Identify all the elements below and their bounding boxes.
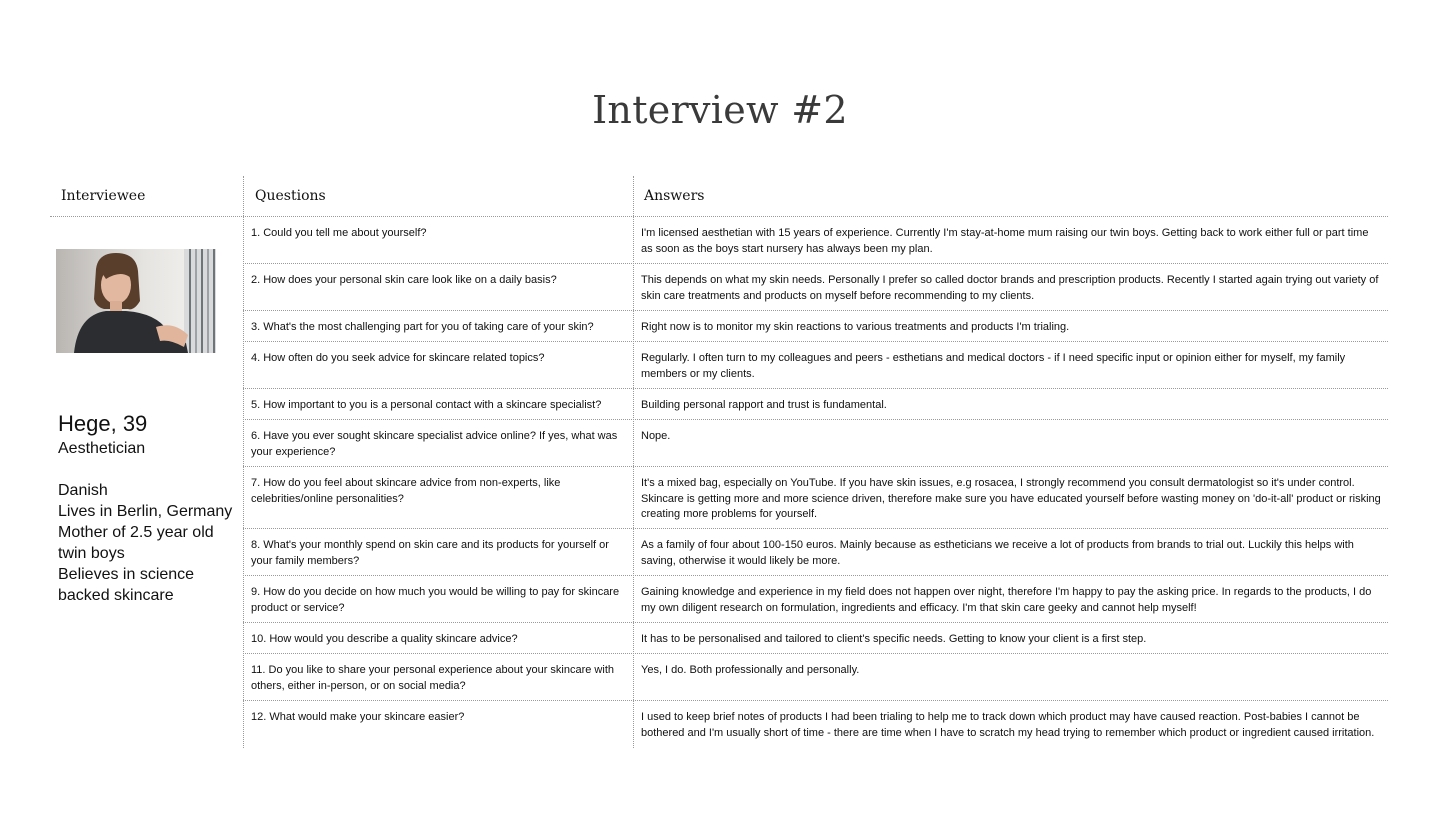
answer-text: As a family of four about 100-150 euros. Mainly because as estheticians we receive a lot of products from brands to trial out. Luckily this helps with saving, otherwise it would likely be more. [641,539,1354,567]
interviewee-photo [56,249,216,353]
table-row [243,217,1388,264]
answer-text: Regularly. I often turn to my colleagues and peers - esthetians and medical doctors - if I need specific input or opinion either for myself, my family members or my clients. [641,352,1346,380]
table-row [243,264,1388,311]
question-text: 6. Have you ever sought skincare specialist advice online? If yes, what was your experience? [251,430,618,458]
table-row [243,701,1388,748]
table-row [243,420,1388,467]
trait-item: Believes in science backed skincare [58,566,195,604]
table-row [243,654,1388,701]
answer-text: This depends on what my skin needs. Personally I prefer so called doctor brands and prescription products. Recently I started again trying out variety of skin care treatments and products on myself before recommending to my clients. [641,274,1379,302]
table-row [243,342,1388,389]
table-row [243,311,1388,342]
question-text: 5. How important to you is a personal contact with a skincare specialist? [251,399,602,411]
answer-text: I used to keep brief notes of products I had been trialing to help me to track down which product may have caused reaction. Post-babies I cannot be bothered and I'm usually short of time - there are time when I have to scratch my head trying to remember which product or ingredient caused irritation. [641,711,1375,739]
question-text: 10. How would you describe a quality skincare advice? [251,633,518,645]
question-text: 1. Could you tell me about yourself? [251,227,427,239]
interviewee-occupation: Aesthetician [58,440,146,457]
portrait-image [56,249,216,353]
table-header [50,176,1388,217]
interviewee-profile [58,410,238,606]
table-row [243,467,1388,529]
question-text: 9. How do you decide on how much you would be willing to pay for skincare product or service? [251,586,620,614]
answer-text: Nope. [641,430,671,442]
trait-item: Danish [58,482,108,499]
interviewee-name: Hege, 39 [58,411,148,436]
interviewee-traits [58,480,238,606]
question-text: 8. What's your monthly spend on skin care and its products for yourself or your family members? [251,539,609,567]
question-text: 2. How does your personal skin care look like on a daily basis? [251,274,557,286]
header-questions: Questions [255,188,326,204]
header-answers: Answers [644,188,705,204]
answer-text: Right now is to monitor my skin reactions to various treatments and products I'm trialing. [641,321,1070,333]
question-text: 12. What would make your skincare easier? [251,711,465,723]
table-row [243,389,1388,420]
question-text: 4. How often do you seek advice for skincare related topics? [251,352,545,364]
header-interviewee: Interviewee [61,188,146,204]
question-text: 3. What's the most challenging part for you of taking care of your skin? [251,321,594,333]
answer-text: It has to be personalised and tailored to client's specific needs. Getting to know your client is a first step. [641,633,1147,645]
question-text: 7. How do you feel about skincare advice from non-experts, like celebrities/online personalities? [251,477,561,505]
page-title: Interview #2 [592,88,848,132]
answer-text: Yes, I do. Both professionally and personally. [641,664,860,676]
answer-text: Gaining knowledge and experience in my field does not happen over night, therefore I'm happy to pay the asking price. In regards to the products, I do my own diligent research on formulation, ingredients and efficacy. I'm that skin care geeky and cannot help myself! [641,586,1372,614]
table-row [243,576,1388,623]
qa-table [243,217,1388,748]
answer-text: I'm licensed aesthetian with 15 years of experience. Currently I'm stay-at-home mum raising our twin boys. Getting back to work either full or part time as soon as the boys start nursery has always been my plan. [641,227,1369,255]
table-row [243,623,1388,654]
question-text: 11. Do you like to share your personal experience about your skincare with others, either in-person, or on social media? [251,664,614,692]
answer-text: It's a mixed bag, especially on YouTube. If you have skin issues, e.g rosacea, I strongly recommend you consult dermatologist so it's under control. Skincare is getting more and more science driven, therefore make sure you have educated yourself before wasting money on 'do-it-all' product or risking creating more problems for yourself. [641,477,1381,521]
trait-item: Lives in Berlin, Germany [58,503,233,520]
answer-text: Building personal rapport and trust is fundamental. [641,399,887,411]
trait-item: Mother of 2.5 year old twin boys [58,524,214,562]
table-row [243,529,1388,576]
